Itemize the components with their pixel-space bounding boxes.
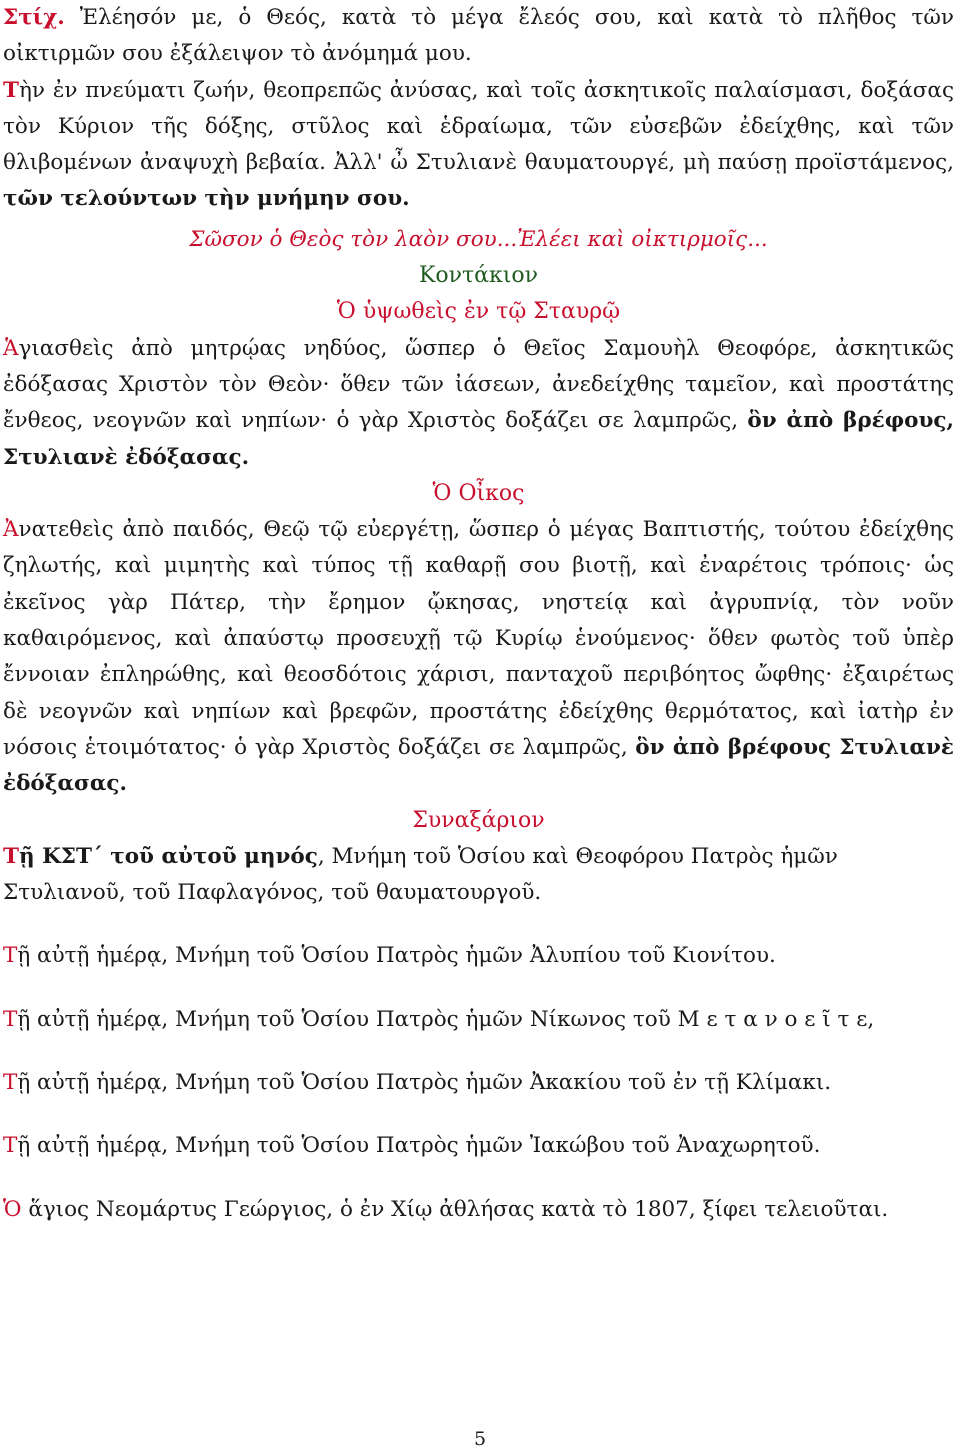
kontakion-paragraph <box>3 331 954 476</box>
oikos-heading: Ὁ Οἶκος <box>432 480 525 506</box>
troparion-paragraph <box>3 73 954 218</box>
spacer <box>3 1038 954 1065</box>
kontakion-initial: Ἁ <box>3 335 19 361</box>
synaxarion-first-text: , Μνήμη τοῦ Ὁσίου καὶ Θεοφόρου Πατρὸς ἡμῶν Στυλιανοῦ, τοῦ Παφλαγόνος, τοῦ θαυματουργοῦ. <box>3 843 838 906</box>
neomartyr-entry <box>3 1192 954 1228</box>
troparion-initial: Τ <box>3 77 19 103</box>
synaxarion-entry-text: ῇ αὐτῇ ἡμέρᾳ, Μνήμη τοῦ Ὁσίου Πατρὸς ἡμῶν Νίκωνος τοῦ Μ ε τ α ν ο ε ῖ τ ε, <box>17 1006 875 1032</box>
synaxarion-first-entry <box>3 839 954 912</box>
stichos-text: Ἐλέησόν με, ὁ Θεός, κατὰ τὸ μέγα ἔλεός σου, καὶ κατὰ τὸ πλῆθος τῶν οἰκτιρμῶν σου ἐξάλειψον τὸ ἀνόμημά μου. <box>3 5 954 67</box>
spacer <box>3 1165 954 1192</box>
synaxarion-entry <box>3 1128 954 1164</box>
kontakion-mode: Ὁ ὑψωθεὶς ἐν τῷ Σταυρῷ <box>336 299 621 325</box>
spacer <box>3 975 954 1002</box>
synaxarion-heading: Συναξάριον <box>412 807 545 833</box>
refrain-line: Σῶσον ὁ Θεὸς τὸν λαὸν σου...Ἐλέει καὶ οἰκτιρμοῖς... <box>189 226 768 252</box>
synaxarion-entry <box>3 938 954 974</box>
oikos-bold-ending: ὃν ἀπὸ βρέφους Στυλιανὲ ἐδόξασας. <box>3 734 954 797</box>
synaxarion-entry-initial: Τ <box>3 1006 18 1032</box>
synaxarion-entry-initial: Τ <box>3 1133 18 1159</box>
synaxarion-first-date: ῇ ΚΣΤ΄ τοῦ αὐτοῦ μηνός <box>19 843 318 869</box>
kontakion-text: γιασθεὶς ἀπὸ μητρῴας νηδύος, ὥσπερ ὁ Θεῖος Σαμουὴλ Θεοφόρε, ἀσκητικῶς ἐδόξασας Χριστὸν τὸν Θεὸν· ὅθεν τῶν ἰάσεων, ἀνεδείχθης ταμεῖον, καὶ προστάτης ἔνθεος, νεογνῶν καὶ νηπίων· ὁ γὰρ Χριστὸς δοξάζει σε λαμπρῶς, <box>3 335 954 434</box>
synaxarion-entry <box>3 1002 954 1038</box>
neomartyr-text: ἅγιος Νεομάρτυς Γεώργιος, ὁ ἐν Χίῳ ἀθλήσας κατὰ τὸ 1807, ξίφει τελειοῦται. <box>21 1196 889 1222</box>
page-number: 5 <box>473 1428 487 1450</box>
synaxarion-entry-initial: Τ <box>3 943 18 969</box>
kontakion-heading: Κοντάκιον <box>418 263 539 289</box>
neomartyr-initial: Ὁ <box>3 1196 22 1222</box>
synaxarion-entry-text: ῇ αὐτῇ ἡμέρᾳ, Μνήμη τοῦ Ὁσίου Πατρὸς ἡμῶν Ἰακώβου τοῦ Ἀναχωρητοῦ. <box>17 1133 821 1159</box>
synaxarion-first-initial: Τ <box>3 843 19 869</box>
oikos-paragraph <box>3 512 954 802</box>
oikos-text: νατεθεὶς ἀπὸ παιδός, Θεῷ τῷ εὐεργέτῃ, ὥσπερ ὁ μέγας Βαπτιστής, τούτου ἐδείχθης ζηλωτής, καὶ μιμητὴς καὶ τύπος τῇ καθαρῇ σου βιοτῇ, καὶ ἐναρέτοις τρόποις· ὡς ἐκεῖνος γὰρ Πάτερ, τὴν ἔρημον ᾤκησας, νηστείᾳ καὶ ἀγρυπνίᾳ, τὸν νοῦν καθαιρόμενος, καὶ ἀπαύστῳ προσευχῇ τῷ Κυρίῳ ἑνούμενος· ὅθεν φωτὸς τοῦ ὑπὲρ ἔννοιαν ἐπληρώθης, καὶ θεοσδότοις χάρισι, πανταχοῦ περιβόητος ὤφθης· ἐξαιρέτως δὲ νεογνῶν καὶ νηπίων καὶ βρεφῶν, προστάτης ἐδείχθης θερμότατος, καὶ ἰατὴρ ἐν νόσοις ἑτοιμότατος· ὁ γὰρ Χριστὸς δοξάζει σε λαμπρῶς, <box>3 517 954 760</box>
spacer <box>3 1101 954 1128</box>
troparion-bold-ending: τῶν τελούντων τὴν μνήμην σου. <box>3 186 410 212</box>
synaxarion-entry-text: ῇ αὐτῇ ἡμέρᾳ, Μνήμη τοῦ Ὁσίου Πατρὸς ἡμῶν Ἀκακίου τοῦ ἐν τῇ Κλίμακι. <box>17 1070 832 1096</box>
synaxarion-entry-text: ῇ αὐτῇ ἡμέρᾳ, Μνήμη τοῦ Ὁσίου Πατρὸς ἡμῶν Ἀλυπίου τοῦ Κιονίτου. <box>17 943 776 969</box>
kontakion-bold-ending: ὃν ἀπὸ βρέφους, Στυλιανὲ ἐδόξασας. <box>3 408 954 470</box>
troparion-text: ὴν ἐν πνεύματι ζωήν, θεοπρεπῶς ἀνύσας, καὶ τοῖς ἀσκητικοῖς παλαίσμασι, δοξάσας τὸν Κύριον τῆς δόξης, στῦλος καὶ ἑδραίωμα, τῶν εὐσεβῶν ἐδείχθης, καὶ τῶν θλιβομένων ἀναψυχὴ βεβαία. Ἀλλ' ὦ Στυλιανὲ θαυματουργέ, μὴ παύσῃ προϊστάμενος, <box>3 77 954 176</box>
spacer <box>3 911 954 938</box>
synaxarion-entry-initial: Τ <box>3 1070 18 1096</box>
synaxarion-entry <box>3 1065 954 1101</box>
stichos-paragraph <box>3 0 954 73</box>
oikos-initial: Ἀ <box>3 517 19 543</box>
stichos-label: Στίχ. <box>3 5 65 30</box>
